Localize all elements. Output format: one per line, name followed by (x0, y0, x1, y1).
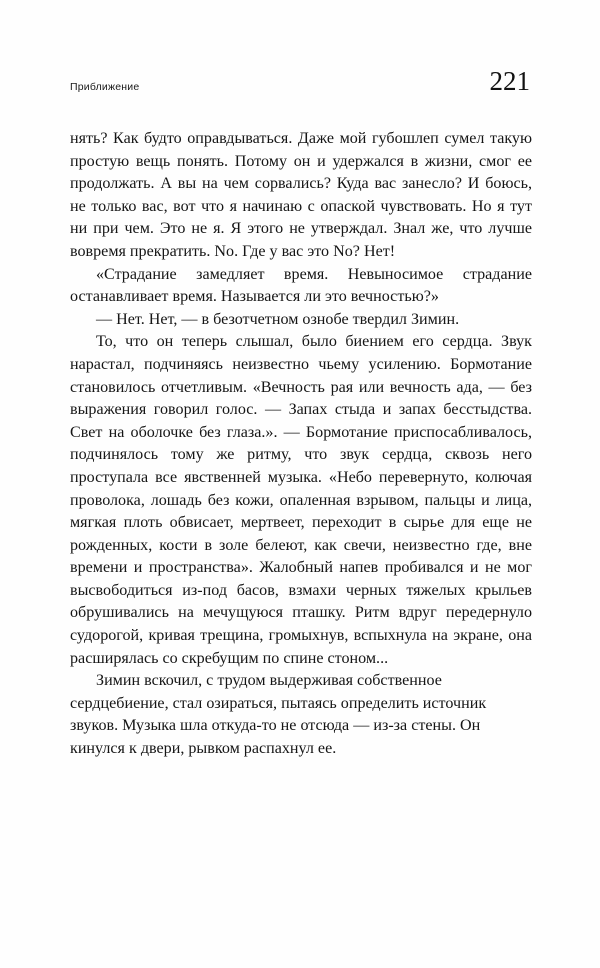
paragraph: нять? Как будто оправдываться. Даже мой губошлеп сумел такую простую вещь понять. Потому он и удержался в жизни, смог ее продолжать. А вы на чем сорвались? Куда вас занесло? И боюсь, не только вас, вот что я начинаю с опаской чувствовать. Но я тут ни при чем. Это не я. Я этого не утверждал. Знал же, что лучше вовремя прекратить. No. Где у вас это No? Нет! (70, 130, 532, 260)
paragraph: Зимин вскочил, с трудом выдерживая собственное сердцебиение, стал озираться, пытаясь определить источник звуков. Музыка шла откуда-то не отсюда — из-за стены. Он кинулся к двери, рывком распахнул ее. (70, 672, 487, 758)
paragraph: — Нет. Нет, — в безотчетном ознобе твердил Зимин. (96, 310, 460, 328)
page-header (70, 68, 530, 95)
page-number: 221 (489, 66, 530, 96)
paragraph: «Страдание замедляет время. Невыносимое страдание останавливает время. Называется ли это вечностью?» (70, 265, 532, 306)
body-text (70, 128, 532, 761)
paragraph: То, что он теперь слышал, было биением его сердца. Звук нарастал, подчиняясь неизвестно чьему усилению. Бормотание становилось отчетливым. «Вечность рая или вечность ада, — без выражения говорил голос. — Запах стыда и запах бесстыдства. Свет на оболочке без глаза.». — Бормотание приспосабливалось, подчинялось тому же ритму, что звук сердца, сквозь него проступала все явственней музыка. «Небо перевернуто, колючая проволока, лошадь без кожи, опаленная взрывом, пальцы и лица, мягкая плоть обвисает, мертвеет, переходит в сырье для еще не рожденных, кости в золе белеют, как свечи, неизвестно где, вне времени и пространства». Жалобный напев пробивался и не мог высвободиться из-под басов, взмахи черных тяжелых крыльев обрушивались на мечущуюся пташку. Ритм вдруг передернуло судорогой, кривая трещина, громыхнув, вспыхнула на экране, она расширялась со скребущим по спине стоном... (70, 333, 532, 667)
running-head: Приближение (70, 81, 140, 93)
